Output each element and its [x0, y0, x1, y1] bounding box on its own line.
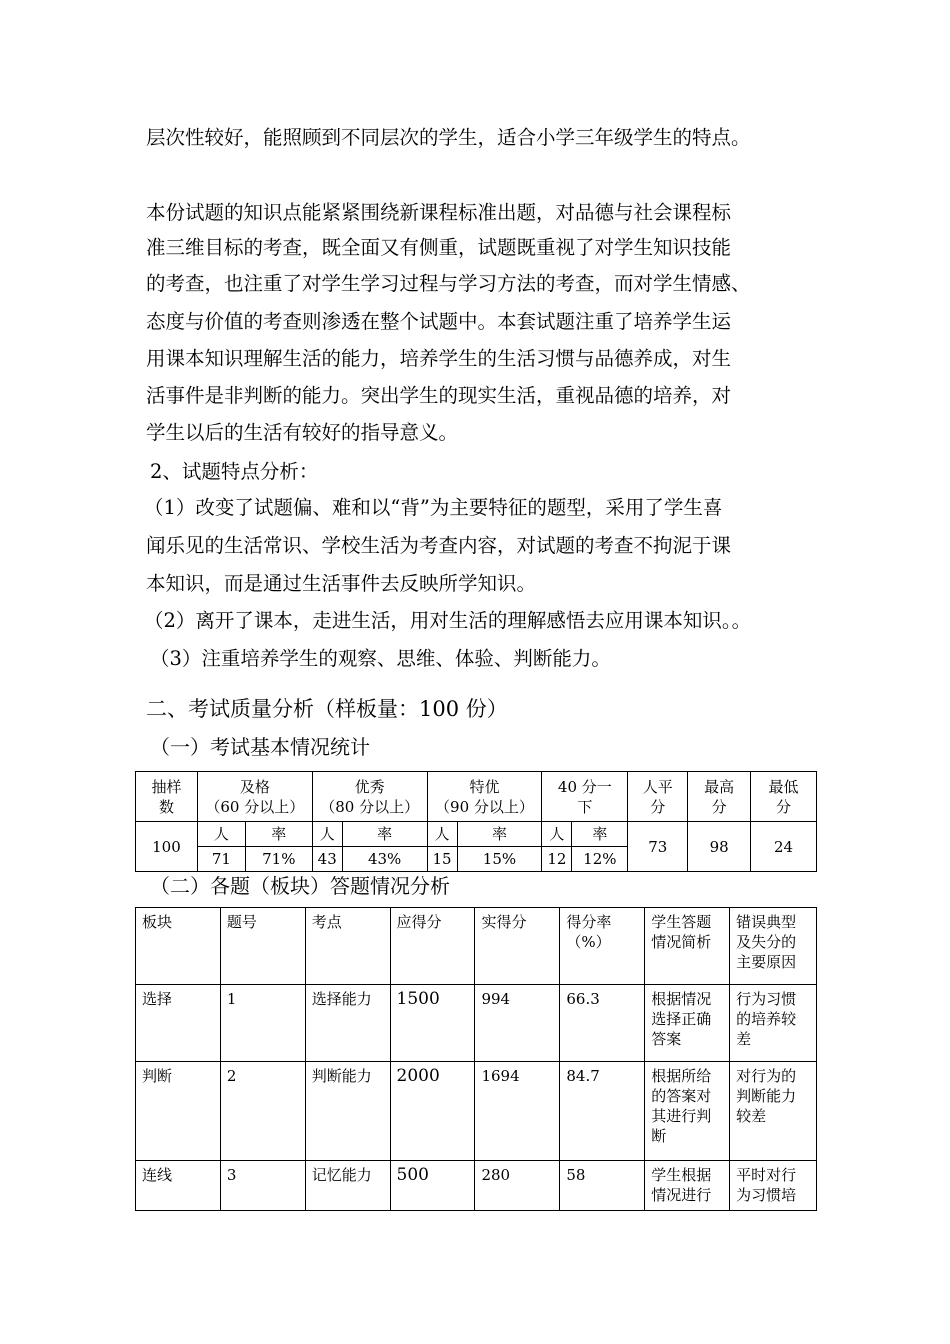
subheader-cell: 率: [572, 822, 628, 847]
data-cell: 73: [628, 822, 688, 872]
data-cell: 98: [688, 822, 751, 872]
subheader-cell: 率: [245, 822, 312, 847]
header-cell: 题号: [220, 908, 305, 985]
subheader-cell: 人: [427, 822, 457, 847]
paragraph-line: 的考查，也注重了对学生学习过程与学习方法的考查，而对学生情感、: [146, 272, 751, 295]
header-cell: 考点: [305, 908, 390, 985]
paragraph-line: （3）注重培养学生的观察、思维、体验、判断能力。: [150, 647, 611, 670]
table-cell: 选择: [136, 985, 221, 1062]
table-cell: 500: [390, 1161, 475, 1211]
table-cell: 994: [475, 985, 560, 1062]
subheader-cell: 人: [197, 822, 245, 847]
header-cell: 错误典型及失分的主要原因: [730, 908, 817, 985]
subheader-cell: 人: [312, 822, 342, 847]
table-cell: 根据所给的答案对其进行判断: [645, 1062, 730, 1161]
header-cell: 最高 分: [688, 772, 751, 822]
table-cell: 58: [560, 1161, 645, 1211]
header-cell: 抽样 数: [136, 772, 198, 822]
paragraph-line: 用课本知识理解生活的能力，培养学生的生活习惯与品德养成，对生: [146, 347, 732, 370]
data-cell: 43: [312, 847, 342, 872]
table-cell: 连线: [136, 1161, 221, 1211]
table-cell: 84.7: [560, 1062, 645, 1161]
paragraph-line: 闻乐见的生活常识、学校生活为考查内容，对试题的考查不拘泥于课: [146, 534, 732, 557]
table-cell: 判断: [136, 1062, 221, 1161]
paragraph-line: 准三维目标的考查，既全面又有侧重，试题既重视了对学生知识技能: [146, 236, 732, 259]
table-cell: 行为习惯的培养较差: [730, 985, 817, 1062]
header-cell: 人平 分: [628, 772, 688, 822]
paragraph-line: 层次性较好，能照顾到不同层次的学生，适合小学三年级学生的特点。: [146, 126, 751, 149]
table-cell: 记忆能力: [305, 1161, 390, 1211]
table-cell: 2: [220, 1062, 305, 1161]
subsection-heading: （二）各题（板块）答题情况分析: [150, 874, 450, 898]
table-cell: 学生根据情况进行: [645, 1161, 730, 1211]
table-cell: 1: [220, 985, 305, 1062]
subheader-cell: 率: [342, 822, 427, 847]
basic-stats-table: [135, 771, 817, 872]
subheader-cell: 率: [457, 822, 542, 847]
paragraph-line: 本份试题的知识点能紧紧围绕新课程标准出题，对品德与社会课程标: [146, 201, 732, 224]
section-title: 2、试题特点分析：: [150, 460, 319, 483]
data-cell: 100: [136, 822, 198, 872]
data-cell: 12: [542, 847, 572, 872]
header-cell: 应得分: [390, 908, 475, 985]
subheader-cell: 人: [542, 822, 572, 847]
data-cell: 15%: [457, 847, 542, 872]
table-cell: 280: [475, 1161, 560, 1211]
table-cell: 平时对行为习惯培: [730, 1161, 817, 1211]
header-cell: 最低 分: [751, 772, 817, 822]
table-cell: 1500: [390, 985, 475, 1062]
data-cell: 71%: [245, 847, 312, 872]
data-cell: 15: [427, 847, 457, 872]
subsection-heading: （一）考试基本情况统计: [150, 735, 370, 759]
paragraph-line: 活事件是非判断的能力。突出学生的现实生活，重视品德的培养，对: [146, 384, 732, 407]
header-cell: 及格 （60 分以上）: [197, 772, 312, 822]
table-cell: 1694: [475, 1062, 560, 1161]
paragraph-line: （2）离开了课本，走进生活，用对生活的理解感悟去应用课本知识。。: [144, 609, 752, 632]
table-cell: 选择能力: [305, 985, 390, 1062]
paragraph-line: 学生以后的生活有较好的指导意义。: [146, 421, 459, 444]
header-cell: 板块: [136, 908, 221, 985]
question-analysis-table: [135, 907, 817, 1211]
table-cell: 66.3: [560, 985, 645, 1062]
table-cell: 对行为的判断能力较差: [730, 1062, 817, 1161]
header-cell: 得分率（%）: [560, 908, 645, 985]
paragraph-line: （1）改变了试题偏、难和以“背”为主要特征的题型，采用了学生喜: [144, 496, 723, 519]
section-heading: 二、考试质量分析（样板量：100 份）: [146, 697, 508, 721]
paragraph-line: 本知识，而是通过生活事件去反映所学知识。: [146, 572, 537, 595]
data-cell: 24: [751, 822, 817, 872]
data-cell: 12%: [572, 847, 628, 872]
table-cell: 2000: [390, 1062, 475, 1161]
header-cell: 实得分: [475, 908, 560, 985]
header-cell: 优秀 （80 分以上）: [312, 772, 427, 822]
paragraph-line: 态度与价值的考查则渗透在整个试题中。本套试题注重了培养学生运: [146, 310, 732, 333]
table-cell: 3: [220, 1161, 305, 1211]
header-cell: 学生答题情况简析: [645, 908, 730, 985]
data-cell: 71: [197, 847, 245, 872]
header-cell: 特优 （90 分以上）: [427, 772, 542, 822]
table-cell: 根据情况选择正确答案: [645, 985, 730, 1062]
data-cell: 43%: [342, 847, 427, 872]
table-cell: 判断能力: [305, 1062, 390, 1161]
header-cell: 40 分一 下: [542, 772, 628, 822]
